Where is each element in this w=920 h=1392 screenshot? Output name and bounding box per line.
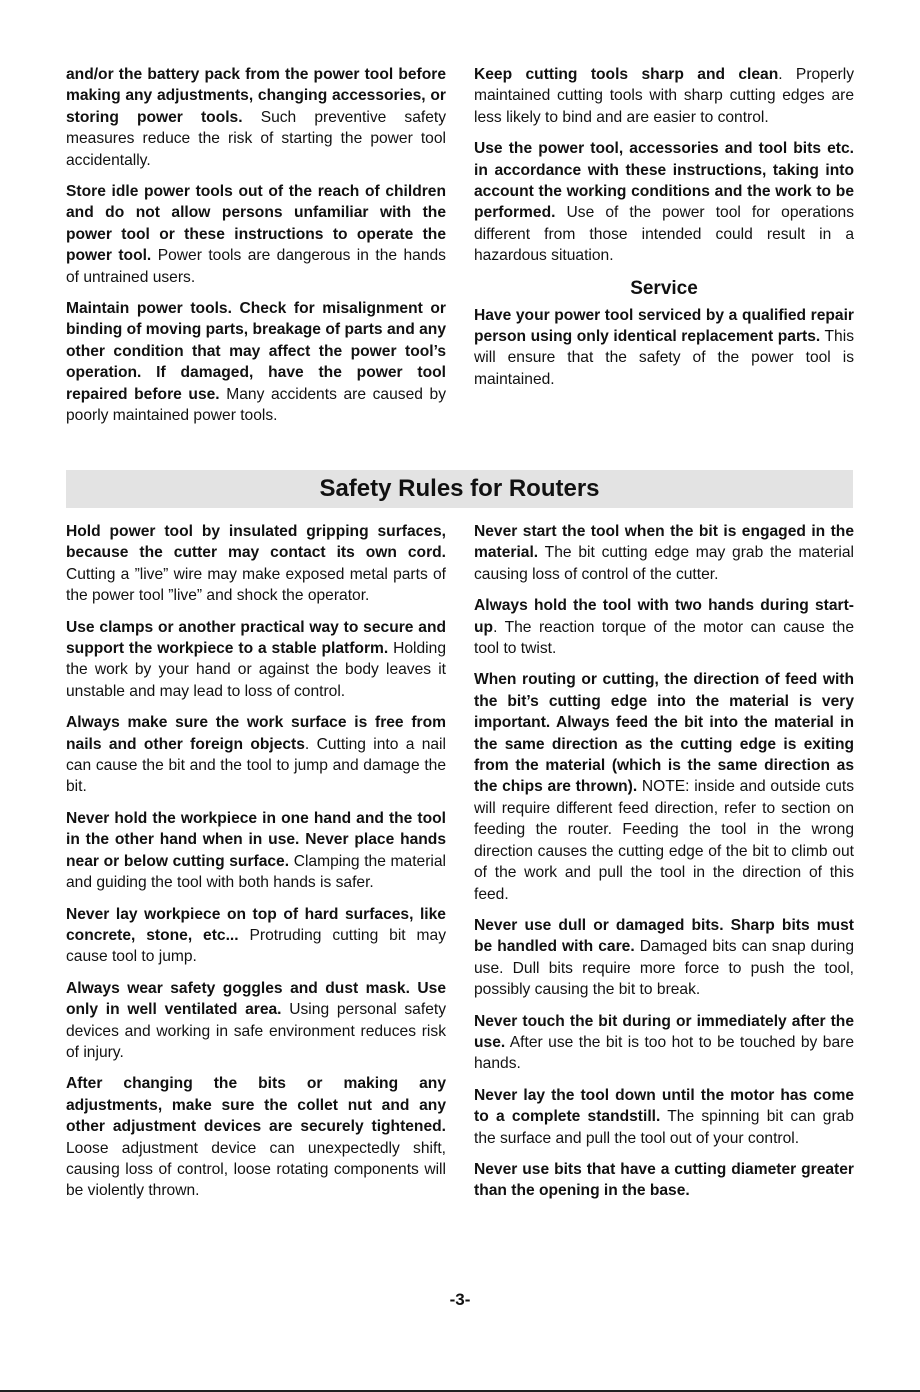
rule-bold: Maintain power tools. Check for misalignment or binding of moving parts, breakage of parts and any other condition that may affect the power tool’s operation. If damaged, have the power tool repaired before use. — [66, 300, 446, 403]
rule-bold: Always hold the tool with two hands during start-up — [474, 597, 854, 636]
bottom-left-column — [66, 521, 446, 1212]
rule-bold: Store idle power tools out of the reach of children and do not allow persons unfamiliar with the power tool or these instructions to operate the power tool. — [66, 183, 446, 265]
rule-paragraph — [474, 305, 854, 391]
rule-bold: After changing the bits or making any adjustments, make sure the collet nut and any other adjustment devices are securely tightened. — [66, 1075, 446, 1136]
rule-bold: Keep cutting tools sharp and clean — [474, 66, 779, 83]
rule-paragraph — [474, 138, 854, 266]
rule-bold: and/or the battery pack from the power tool before making any adjustments, changing accessories, or storing power tools. — [66, 66, 446, 126]
rule-bold: Have your power tool serviced by a qualified repair person using only identical replacement parts. — [474, 306, 854, 346]
top-left-column — [66, 64, 446, 437]
rule-paragraph — [474, 669, 854, 904]
rule-text: Use of the power tool for operations different from those intended could result in a hazardous situation. — [474, 204, 854, 265]
rule-paragraph — [474, 595, 854, 659]
rule-bold: Use clamps or another practical way to secure and support the workpiece to a stable platform. — [66, 618, 446, 658]
rule-paragraph — [66, 712, 446, 798]
rule-paragraph — [66, 617, 446, 703]
rule-text: The spinning bit can grab the surface and pull the tool out of your control. — [474, 1108, 854, 1147]
page-number: -3- — [449, 1290, 471, 1309]
rule-text: Damaged bits can snap during use. Dull bits require more force to push the tool, possibly causing the bit to break. — [474, 938, 854, 999]
rule-bold: Never start the tool when the bit is engaged in the material. — [474, 523, 854, 562]
rule-text: Holding the work by your hand or against the body leaves it unstable and may lead to loss of control. — [66, 640, 446, 700]
rule-paragraph — [66, 904, 446, 968]
rule-bold: Never lay workpiece on top of hard surfaces, like concrete, stone, etc... — [66, 905, 446, 944]
section-banner: Safety Rules for Routers — [66, 470, 853, 508]
service-heading: Service — [630, 277, 698, 299]
rule-paragraph — [474, 1011, 854, 1075]
rule-text: . The reaction torque of the motor can cause the tool to twist. — [474, 618, 854, 658]
rule-text: Protruding cutting bit may cause tool to jump. — [66, 926, 446, 966]
rule-text: Many accidents are caused by poorly maintained power tools. — [66, 385, 446, 425]
rule-text: Cutting a ”live” wire may make exposed metal parts of the power tool ”live” and shock the operator. — [66, 565, 446, 605]
rule-text: Such preventive safety measures reduce the risk of starting the power tool accidentally. — [66, 108, 447, 169]
rule-paragraph — [66, 64, 446, 171]
rule-bold: Always make sure the work surface is free from nails and other foreign objects — [66, 714, 446, 753]
rule-text: Using personal safety devices and working in safe environment reduces risk of injury. — [66, 1001, 446, 1061]
rule-text: . Properly maintained cutting tools with sharp cutting edges are less likely to bind and are easier to control. — [474, 66, 854, 126]
rule-bold: Never hold the workpiece in one hand and the tool in the other hand when in use. Never place hands near or below cutting surface. — [66, 809, 446, 870]
rule-paragraph — [66, 298, 446, 426]
bottom-right-column — [474, 521, 854, 1212]
rule-paragraph — [66, 1073, 446, 1201]
rule-text: NOTE: inside and outside cuts will require different feed direction, refer to section on feeding the router. Feeding the tool in the wrong direction causes the cutting edge of the bit to climb out of the work and pull the tool in the direction of this feed. — [474, 778, 854, 903]
rule-paragraph — [474, 915, 854, 1001]
rule-bold: Never use dull or damaged bits. Sharp bits must be handled with care. — [474, 916, 854, 956]
rule-bold: Always wear safety goggles and dust mask. Use only in well ventilated area. — [66, 979, 446, 1019]
rule-text: The bit cutting edge may grab the material causing loss of control of the cutter. — [474, 544, 854, 583]
rule-text: Power tools are dangerous in the hands of untrained users. — [66, 247, 446, 286]
rule-paragraph — [66, 521, 446, 607]
rule-bold: Never use bits that have a cutting diameter greater than the opening in the base. — [474, 1160, 854, 1200]
rule-bold: Never lay the tool down until the motor has come to a complete standstill. — [474, 1086, 854, 1126]
top-right-column — [474, 64, 854, 400]
rule-text: This will ensure that the safety of the power tool is maintained. — [474, 328, 854, 388]
rule-bold: Never touch the bit during or immediately after the use. — [474, 1012, 854, 1051]
rule-text: After use the bit is too hot to be touched by bare hands. — [474, 1033, 854, 1073]
rule-text: . Cutting into a nail can cause the bit and the tool to jump and damage the bit. — [66, 735, 446, 796]
rule-bold: When routing or cutting, the direction of feed with the bit’s cutting edge into the material is very important. Always feed the bit into the material in the same direction as the cutting edge is exiting from the material (which is the same direction as the chips are thrown). — [474, 671, 854, 796]
rule-bold: Use the power tool, accessories and tool bits etc. in accordance with these instructions, taking into account the working conditions and the work to be performed. — [474, 140, 854, 222]
rule-text: Clamping the material and guiding the tool with both hands is safer. — [66, 852, 446, 892]
rule-text: Loose adjustment device can unexpectedly shift, causing loss of control, loose rotating components will be violently thrown. — [66, 1139, 446, 1200]
rule-paragraph — [474, 64, 854, 128]
rule-paragraph — [66, 808, 446, 894]
rule-paragraph — [474, 1159, 854, 1202]
rule-paragraph — [474, 1085, 854, 1149]
rule-bold: Hold power tool by insulated gripping surfaces, because the cutter may contact its own cord. — [66, 523, 446, 562]
rule-paragraph — [66, 978, 446, 1064]
rule-paragraph — [474, 521, 854, 585]
rule-paragraph — [66, 181, 446, 288]
